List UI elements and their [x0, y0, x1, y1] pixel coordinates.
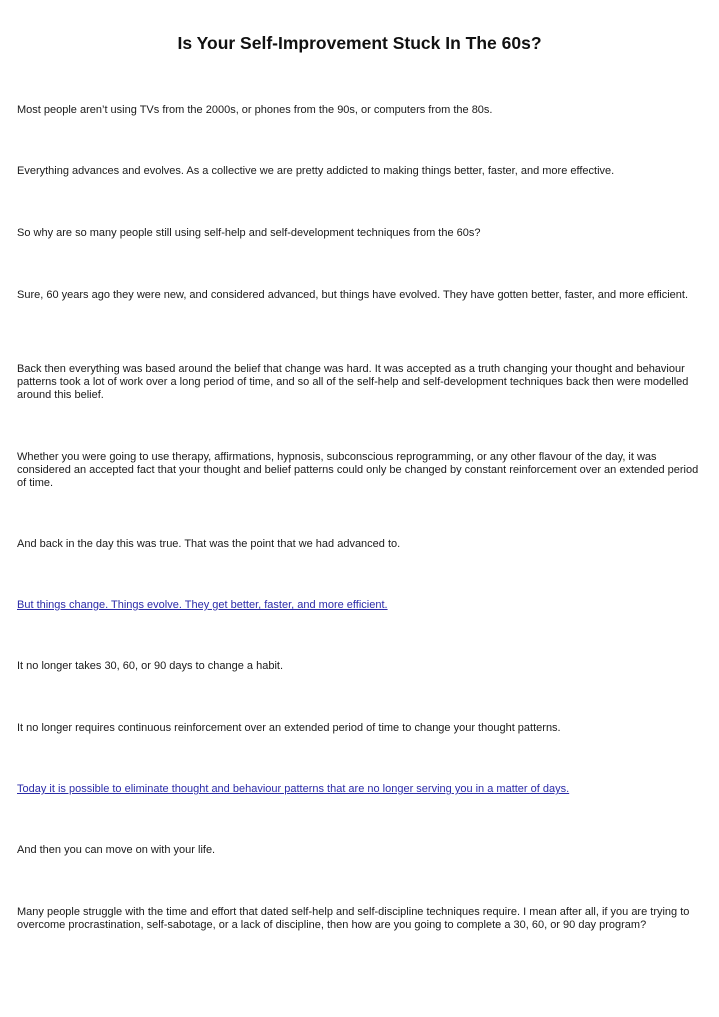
- paragraph-12: And then you can move on with your life.: [17, 844, 216, 856]
- paragraph-1: Most people aren’t using TVs from the 2000s, or phones from the 90s, or computers from the 80s.: [17, 104, 493, 116]
- paragraph-3: So why are so many people still using self-help and self-development techniques from the 60s?: [17, 227, 481, 239]
- paragraph-5: Back then everything was based around the belief that change was hard. It was accepted as a truth changing your thought and behaviour patterns took a lot of work over a long period of time, and so all of the self-help and self-development techniques back then were modelled around this belief.: [17, 363, 689, 401]
- paragraph-8: [17, 599, 705, 612]
- page-title: Is Your Self-Improvement Stuck In The 60s?: [177, 33, 542, 53]
- paragraph-6: Whether you were going to use therapy, affirmations, hypnosis, subconscious reprogramming, or any other flavour of the day, it was considered an accepted fact that your thought and belief patterns could only be changed by constant reinforcement over an extended period of time.: [17, 451, 699, 489]
- paragraph-2: Everything advances and evolves. As a collective we are pretty addicted to making things better, faster, and more effective.: [17, 165, 615, 177]
- link-eliminate-patterns[interactable]: Today it is possible to eliminate thought and behaviour patterns that are no longer serving you in a matter of days.: [17, 783, 570, 795]
- paragraph-7: And back in the day this was true. That was the point that we had advanced to.: [17, 538, 401, 550]
- paragraph-10: It no longer requires continuous reinforcement over an extended period of time to change your thought patterns.: [17, 722, 561, 734]
- paragraph-9: It no longer takes 30, 60, or 90 days to change a habit.: [17, 660, 284, 672]
- paragraph-11: [17, 783, 705, 796]
- paragraph-4: Sure, 60 years ago they were new, and considered advanced, but things have evolved. They have gotten better, faster, and more efficient.: [17, 289, 689, 301]
- link-things-change[interactable]: But things change. Things evolve. They get better, faster, and more efficient.: [17, 599, 388, 611]
- paragraph-13: Many people struggle with the time and effort that dated self-help and self-discipline techniques require. I mean after all, if you are trying to overcome procrastination, self-sabotage, or a lack of discipline, then how are you going to complete a 30, 60, or 90 day program?: [17, 906, 690, 931]
